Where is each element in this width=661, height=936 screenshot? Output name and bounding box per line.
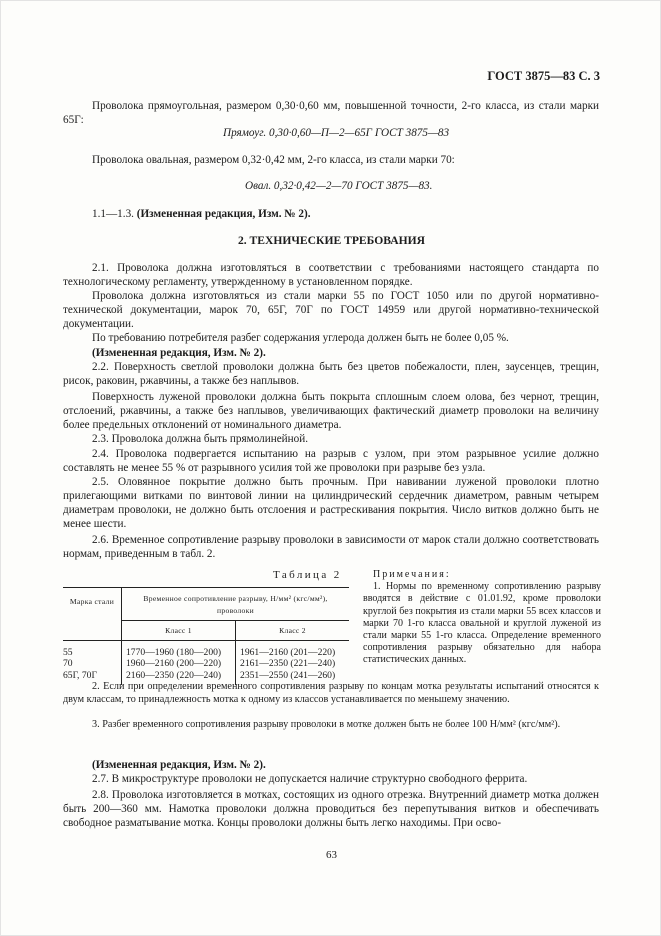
table-header-strength: Временное сопротивление разрыву, Н/мм² (кгс/мм²), проволоки <box>122 588 350 621</box>
table-row <box>63 640 349 658</box>
table-header-class1: Класс 1 <box>122 621 236 641</box>
revision-b: (Измененная редакция, Изм. № 2). <box>92 759 266 771</box>
table-cell-class1: 2160—2350 (220—240) <box>122 670 236 685</box>
table-cell-class1: 1770—1960 (180—200) <box>122 640 236 658</box>
section-title: 2. ТЕХНИЧЕСКИЕ ТРЕБОВАНИЯ <box>237 234 426 247</box>
table-caption: Таблица 2 <box>273 569 342 581</box>
revision-ref: 1.1—1.3. <box>92 208 134 220</box>
page-number: 63 <box>326 849 337 861</box>
table-row <box>63 658 349 670</box>
paragraph-2-7: 2.7. В микроструктуре проволоки не допускается наличие структурно свободного феррита. <box>92 773 528 785</box>
table-cell-class2: 1961—2160 (201—220) <box>236 640 349 658</box>
paragraph-2-3: 2.3. Проволока должна быть прямолинейной. <box>92 433 309 445</box>
note-3: 3. Разбег временного сопротивления разрыву проволоки в мотке должен быть не более 100 Н/мм² (кгс/мм²). <box>92 719 561 730</box>
table-cell-grade: 70 <box>63 658 73 670</box>
intro-oval-formula: Овал. 0,32·0,42—2—70 ГОСТ 3875—83. <box>245 180 433 192</box>
paragraph-2-2b: Поверхность луженой проволоки должна быть покрыта сплошным слоем олова, без чернот, трещин, отслоений, ржавчины, а также без наплывов, увеличивающих фактический диаметр проволоки на величину более предельных отклонений от номинального диаметра. <box>63 391 599 431</box>
intro-revision <box>63 208 599 222</box>
intro-rect-text: Проволока прямоугольная, размером 0,30·0,60 мм, повышенной точности, 2-го класса, из стали марки 65Г: <box>63 100 599 126</box>
table-cell-grade: 65Г, 70Г <box>63 669 97 681</box>
paragraph-2-1b: Проволока должна изготовляться из стали марки 55 по ГОСТ 1050 или по другой нормативно-технической документации, марок 70, 65Г, 70Г по ГОСТ 14959 или другой нормативно-технической документации. <box>63 290 599 330</box>
revision-a: (Измененная редакция, Изм. № 2). <box>92 347 266 359</box>
table-cell-grade: 55 <box>63 646 73 658</box>
paragraph-2-5: 2.5. Оловянное покрытие должно быть прочным. При навивании луженой проволоки плотно прилегающими витками по винтовой линии на цилиндрический сердечник диаметром, равным четырем диаметрам проволоки, не должно быть отслоения и растрескивания покрытия. Число витков должно быть не менее шести. <box>63 476 599 530</box>
paragraph-2-2: 2.2. Поверхность светлой проволоки должна быть без цветов побежалости, плен, заусенцев, трещин, рисок, раковин, ржавчины, а также без наплывов. <box>63 361 599 387</box>
paragraph-2-4: 2.4. Проволока подвергается испытанию на разрыв с узлом, при этом разрывное усилие должно составлять не менее 55 % от разрывного усилия той же проволоки при разрыве без узла. <box>63 448 599 474</box>
notes-block <box>363 569 601 667</box>
paragraph-2-1: 2.1. Проволока должна изготовляться в соответствии с требованиями настоящего стандарта по технологическому регламенту, утвержденному в установленном порядке. <box>63 262 599 288</box>
table-cell-class2: 2161—2350 (221—240) <box>236 658 349 670</box>
note-2: 2. Если при определении временного сопротивления разрыву по концам мотка результаты испытаний относятся к двум классам, то принадлежность мотка к одному из классов устанавливается по меньшему значению. <box>63 681 599 705</box>
page-header: ГОСТ 3875—83 С. 3 <box>487 69 600 83</box>
table-header-grade: Марка стали <box>63 588 122 641</box>
note-1: 1. Нормы по временному сопротивлению разрыву вводятся в действие с 01.01.92, кроме проволоки круглой без покрытия из стали марки 55 всех классов и марки 70 1-го класса овальной и круглой луженой из стали марки 55 1-го класса. Определение временного сопротивления разрыву обязательно для набора статистических данных. <box>363 581 601 666</box>
revision-text: (Измененная редакция, Изм. № 2). <box>136 208 311 220</box>
intro-rect-formula: Прямоуг. 0,30·0,60—П—2—65Г ГОСТ 3875—83 <box>223 127 450 139</box>
paragraph-2-6: 2.6. Временное сопротивление разрыву проволоки в зависимости от марок стали должно соответствовать нормам, приведенным в табл. 2. <box>63 534 599 560</box>
paragraph-2-1c: По требованию потребителя разбег содержания углерода должен быть не более 0,05 %. <box>92 332 509 344</box>
intro-oval-text: Проволока овальная, размером 0,32·0,42 мм, 2-го класса, из стали марки 70: <box>92 154 455 166</box>
table-cell-class1: 1960—2160 (200—220) <box>122 658 236 670</box>
strength-table <box>63 587 349 685</box>
paragraph-2-8: 2.8. Проволока изготовляется в мотках, состоящих из одного отрезка. Внутренний диаметр мотка должен быть 200—360 мм. Намотка проволоки должна проводиться без перепутывания витков и обеспечивать свободное разматывание мотка. Концы проволоки должны быть легко находимы. При осво- <box>63 789 599 829</box>
table-header-class2: Класс 2 <box>236 621 349 641</box>
table-cell-class2: 2351—2550 (241—260) <box>236 670 349 685</box>
notes-title: Примечания: <box>373 569 451 580</box>
